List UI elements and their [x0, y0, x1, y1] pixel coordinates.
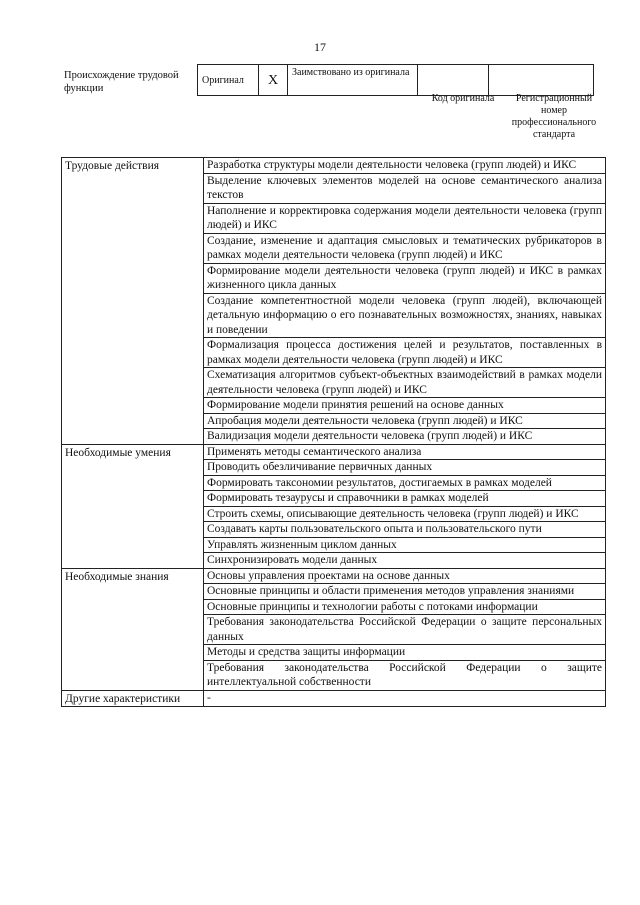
origin-table: [197, 64, 594, 96]
list-item: Проводить обезличивание первичных данных: [204, 460, 606, 476]
code-label: Код оригинала: [431, 93, 495, 104]
registration-cell: [489, 65, 594, 96]
section-heading: Необходимые знания: [62, 568, 204, 690]
registration-label: Регистрационный номер профессионального стандарта: [511, 93, 597, 140]
list-item: Выделение ключевых элементов моделей на основе семантического анализа текстов: [204, 173, 606, 203]
section-heading: Другие характеристики: [62, 690, 204, 707]
original-cell: Оригинал: [198, 65, 259, 96]
code-cell: [418, 65, 489, 96]
list-item: Формирование модели деятельности человека (групп людей) и ИКС в рамках жизненного цикла данных: [204, 263, 606, 293]
list-item: Основные принципы и области применения методов управления знаниями: [204, 584, 606, 600]
table-row: [62, 690, 606, 707]
list-item: Формализация процесса достижения целей и результатов, поставленных в рамках модели деятельности человека (групп людей) и ИКС: [204, 338, 606, 368]
other-value: -: [204, 690, 606, 707]
list-item: Создание, изменение и адаптация смысловых и тематических рубрикаторов в рамках модели деятельности человека (групп людей) и ИКС: [204, 233, 606, 263]
function-table: [61, 157, 606, 707]
section-heading: Трудовые действия: [62, 158, 204, 445]
table-row: [62, 568, 606, 584]
list-item: Наполнение и корректировка содержания модели деятельности человека (групп людей) и ИКС: [204, 203, 606, 233]
borrowed-cell: Заимствовано из оригинала: [288, 65, 418, 96]
list-item: Схематизация алгоритмов субъект-объектных взаимодействий в рамках модели деятельности человека (групп людей) и ИКС: [204, 368, 606, 398]
list-item: Формировать таксономии результатов, достигаемых в рамках моделей: [204, 475, 606, 491]
origin-label: Происхождение трудовой функции: [64, 70, 179, 94]
list-item: Применять методы семантического анализа: [204, 444, 606, 460]
list-item: Валидизация модели деятельности человека (групп людей) и ИКС: [204, 429, 606, 445]
list-item: Строить схемы, описывающие деятельность человека (групп людей) и ИКС: [204, 506, 606, 522]
list-item: Требования законодательства Российской Федерации о защите интеллектуальной собственности: [204, 660, 606, 690]
list-item: Управлять жизненным циклом данных: [204, 537, 606, 553]
page-number: 17: [314, 40, 326, 54]
list-item: Разработка структуры модели деятельности человека (групп людей) и ИКС: [204, 158, 606, 174]
table-row: [62, 444, 606, 460]
list-item: Создавать карты пользовательского опыта и пользовательского пути: [204, 522, 606, 538]
section-heading: Необходимые умения: [62, 444, 204, 568]
original-mark: X: [259, 65, 288, 96]
table-row: [62, 158, 606, 174]
list-item: Формирование модели принятия решений на основе данных: [204, 398, 606, 414]
list-item: Создание компетентностной модели человека (групп людей), включающей детальную информацию о его познавательных возможностях, знаниях, навыках и поведении: [204, 293, 606, 338]
list-item: Основные принципы и технологии работы с потоками информации: [204, 599, 606, 615]
list-item: Требования законодательства Российской Федерации о защите персональных данных: [204, 615, 606, 645]
list-item: Формировать тезаурусы и справочники в рамках моделей: [204, 491, 606, 507]
list-item: Апробация модели деятельности человека (групп людей) и ИКС: [204, 413, 606, 429]
list-item: Основы управления проектами на основе данных: [204, 568, 606, 584]
list-item: Синхронизировать модели данных: [204, 553, 606, 569]
list-item: Методы и средства защиты информации: [204, 645, 606, 661]
